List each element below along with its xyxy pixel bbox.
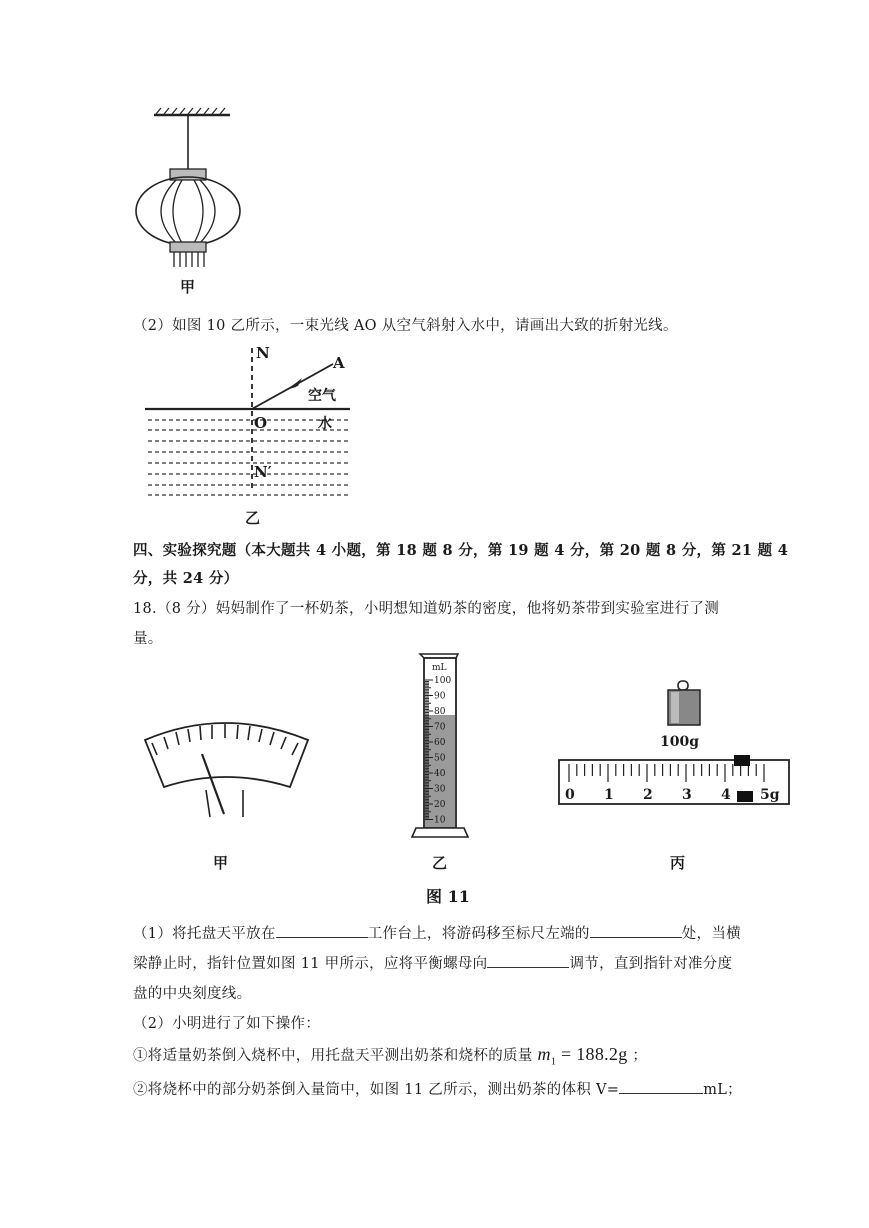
rider-scale-label: 0 xyxy=(565,787,575,803)
lantern-caption: 甲 xyxy=(180,278,196,296)
question-18-line1: 18.（8 分）妈妈制作了一杯奶茶，小明想知道奶茶的密度，他将奶茶带到实验室进行了测 xyxy=(133,601,719,617)
cylinder-tick-label: 80 xyxy=(434,707,446,717)
cylinder-tick-label: 90 xyxy=(434,691,446,702)
balance-dial-figure xyxy=(140,712,315,822)
rider-scale-label: 3 xyxy=(682,787,692,803)
weight-label: 100g xyxy=(660,734,700,750)
rider-scale-label: 5g xyxy=(760,787,780,803)
rider-caption: 丙 xyxy=(670,854,686,872)
label-A: A xyxy=(333,354,345,372)
balance-caption: 甲 xyxy=(213,854,229,872)
question-18-2-intro: （2）小明进行了如下操作： xyxy=(133,1016,321,1032)
label-N: N xyxy=(256,344,270,362)
question-18-2-step1: ①将适量奶茶倒入烧杯中，用托盘天平测出奶茶和烧杯的质量 $m_1 = 188.2g$ ； xyxy=(133,1044,648,1068)
cylinder-unit: mL xyxy=(432,663,447,673)
cylinder-tick-label: 100 xyxy=(434,676,452,686)
answer-blank-direction[interactable] xyxy=(487,953,569,968)
rider-scale-figure xyxy=(555,678,795,808)
question-18-1-line1: （1）将托盘天平放在 工作台上，将游码移至标尺左端的 处，当横 xyxy=(133,922,741,943)
cylinder-tick-label: 70 xyxy=(434,722,446,733)
label-N-prime: N′ xyxy=(254,463,272,481)
cylinder-tick-label: 30 xyxy=(434,784,446,795)
cylinder-caption: 乙 xyxy=(432,854,448,872)
cylinder-tick-label: 20 xyxy=(434,800,446,810)
refraction-figure xyxy=(140,340,365,510)
question-18-1-line2: 梁静止时，指针位置如图 11 甲所示，应将平衡螺母向 调节，直到指针对准分度 xyxy=(133,952,732,973)
cylinder-tick-label: 50 xyxy=(434,753,446,764)
cylinder-tick-label: 10 xyxy=(434,815,446,826)
lantern-figure xyxy=(120,105,260,295)
question-18-2-step2: ②将烧杯中的部分奶茶倒入量筒中，如图 11 乙所示，测出奶茶的体积 V= mL； xyxy=(133,1078,742,1099)
question-2-refraction: （2）如图 10 乙所示，一束光线 AO 从空气斜射入水中，请画出大致的折射光线。 xyxy=(133,318,678,334)
answer-blank-zero-mark[interactable] xyxy=(590,923,682,938)
question-18-line2: 量。 xyxy=(133,631,163,647)
section-4-heading-line2: 分，共 24 分） xyxy=(133,570,239,587)
answer-blank-volume[interactable] xyxy=(619,1079,703,1094)
rider-scale-label: 2 xyxy=(643,787,653,803)
cylinder-tick-label: 60 xyxy=(434,738,446,748)
rider-scale-label: 4 xyxy=(721,787,731,803)
question-18-1-line3: 盘的中央刻度线。 xyxy=(133,986,252,1002)
m1-formula: $m_1 = 188.2g$ xyxy=(537,1044,628,1068)
rider-scale-label: 1 xyxy=(604,787,614,803)
figure-11-caption: 图 11 xyxy=(426,887,470,906)
refraction-caption: 乙 xyxy=(245,509,261,527)
cylinder-tick-label: 40 xyxy=(434,769,446,779)
label-O: O xyxy=(254,414,268,432)
answer-blank-surface[interactable] xyxy=(276,923,368,938)
label-air: 空气 xyxy=(308,388,336,404)
label-water: 水 xyxy=(318,416,332,432)
graduated-cylinder-figure xyxy=(400,652,480,842)
section-4-heading-line1: 四、实验探究题（本大题共 4 小题，第 18 题 8 分，第 19 题 4 分，第 20 题 8 分，第 21 题 4 xyxy=(133,542,789,559)
